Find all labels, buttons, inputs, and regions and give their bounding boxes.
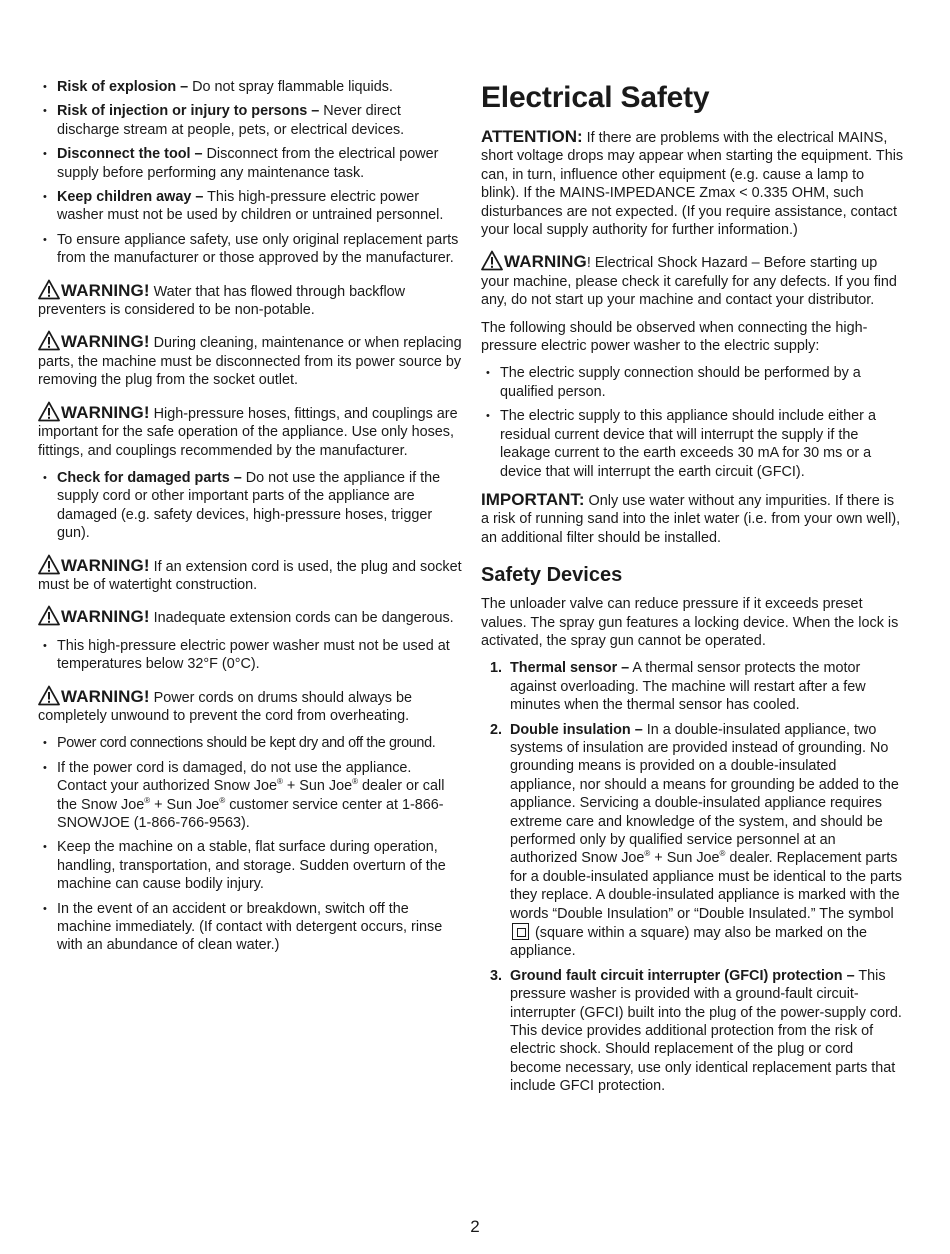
warning-cord-drums: WARNING! Power cords on drums should always be completely unwound to prevent the cord from overheating. (38, 686, 412, 724)
attention-paragraph: ATTENTION: If there are problems with the electrical MAINS, short voltage drops may appear when starting the equipment. This can, in turn, influence other equipment (e.g. cause a lamp to blink). If the MAINS-IMPEDANCE Zmax < 0.335 OHM, such disturbances are not expected. (If you require assistance, contact your local supply authority for further information.) (481, 127, 904, 239)
warning-triangle-icon (38, 605, 60, 626)
warning-triangle-icon (38, 554, 60, 575)
list-item: • In the event of an accident or breakdown, switch off the machine immediately. (If contact with detergent occurs, rinse with an abundance of clean water.) (38, 900, 462, 955)
list-item: • Risk of injection or injury to persons – Never direct discharge stream at people, pets, or electrical devices. (38, 102, 462, 139)
observe-paragraph: The following should be observed when connecting the high-pressure electric power washer to the electric supply: (481, 319, 868, 355)
safety-intro: The unloader valve can reduce pressure if it exceeds preset values. The spray gun features a locking device. When the lock is activated, the spray gun cannot be operated. (481, 596, 899, 649)
list-item: • The electric supply connection should be performed by a qualified person. (481, 364, 906, 401)
list-item: • Risk of explosion – Do not spray flammable liquids. (38, 78, 462, 96)
warning-triangle-icon (38, 685, 60, 706)
section-heading-safety-devices: Safety Devices (481, 564, 623, 587)
right-column (481, 78, 906, 1102)
list-item: • To ensure appliance safety, use only original replacement parts from the manufacturer or those approved by the manufacturer. (38, 231, 462, 268)
list-item: • This high-pressure electric power washer must not be used at temperatures below 32°F (0°C). (38, 637, 462, 674)
list-item: 1. Thermal sensor – A thermal sensor protects the motor against overloading. The machine will restart after a few minutes when the thermal sensor has cooled. (490, 660, 866, 714)
safety-devices-list (481, 659, 906, 1095)
cord-bullets (38, 734, 462, 954)
list-item: • Keep the machine on a stable, flat surface during operation, handling, transportation, and storage. Sudden overturn of the machine can cause bodily injury. (38, 838, 462, 893)
warning-extension-cord: WARNING! If an extension cord is used, the plug and socket must be of watertight construction. (38, 555, 462, 593)
check-parts-bullet (38, 469, 462, 543)
double-insulation-symbol-icon (512, 923, 529, 940)
warning-inadequate-cords: WARNING! Inadequate extension cords can be dangerous. (38, 605, 462, 627)
page-number: 2 (470, 1217, 480, 1236)
warning-backflow: WARNING! Water that has flowed through backflow preventers is considered to be non-potable. (38, 280, 406, 319)
safety-bullets-top (38, 78, 462, 268)
list-item: • Disconnect the tool – Disconnect from the electrical power supply before performing any maintenance task. (38, 145, 462, 182)
warning-electrical-shock: WARNING! Electrical Shock Hazard – Before starting up your machine, please check it carefully for any defects. If you find any, do not start up your machine and contact your distributor. (481, 252, 897, 309)
warning-hoses: WARNING! High-pressure hoses, fittings, and couplings are important for the safe operation of the appliance. Use only hoses, fittings, and couplings recommended by the manufacturer. (38, 402, 458, 459)
list-item: • Keep children away – This high-pressure electric power washer must not be used by children or untrained personnel. (38, 188, 462, 225)
list-item: • If the power cord is damaged, do not use the appliance. Contact your authorized Snow Joe® + Sun Joe® dealer or call the Snow Joe® + Sun Joe® customer service center at 1-866-SNOWJOE (1-866-766-9563). (38, 759, 462, 833)
list-item: • The electric supply to this appliance should include either a residual current device that will interrupt the supply if the leakage current to the earth exceeds 30 mA for 30 ms or a device that will interrupt the earth circuit (GFCI). (481, 407, 906, 481)
left-column (38, 78, 462, 961)
list-item: • Power cord connections should be kept dry and off the ground. (38, 734, 462, 752)
warning-triangle-icon (481, 250, 503, 271)
warning-triangle-icon (38, 401, 60, 422)
temperature-bullet (38, 637, 462, 674)
list-item: 3. Ground fault circuit interrupter (GFCI) protection – This pressure washer is provided with a ground-fault circuit-interrupter (GFCI) built into the plug of the power-supply cord. This device provides additional protection from the risk of electric shock. Should replacement of the plug or cord become necessary, use only identical replacement parts that include GFCI protection. (490, 967, 902, 1095)
important-paragraph: IMPORTANT: Only use water without any impurities. If there is a risk of running sand into the inlet water (i.e. from your own well), an additional filter should be installed. (481, 489, 901, 546)
supply-bullets (481, 364, 906, 480)
warning-triangle-icon (38, 330, 60, 351)
list-item: • Check for damaged parts – Do not use the appliance if the supply cord or other important parts of the appliance are damaged (e.g. safety devices, high-pressure hoses, trigger gun). (38, 469, 462, 543)
warning-disconnect: WARNING! During cleaning, maintenance or when replacing parts, the machine must be disconnected from its power source by removing the plug from the socket outlet. (38, 332, 462, 389)
page-title: Electrical Safety (481, 81, 710, 114)
list-item: 2. Double insulation – In a double-insulated appliance, two systems of insulation are provided instead of grounding. No grounding means is provided on a double-insulated appliance, nor should a means for grounding be added to the appliance. Servicing a double-insulated appliance requires extreme care and knowledge of the system, and should be performed only by qualified service personnel at an authorized Snow Joe® + Sun Joe® dealer. Replacement parts for a double-insulated appliance must be identical to the parts they replace. A double-insulated appliance is marked with the words “Double Insulation” or “Double Insulated.” The symbol (square within a square) may also be marked on the appliance. (490, 721, 902, 960)
warning-triangle-icon (38, 279, 60, 300)
